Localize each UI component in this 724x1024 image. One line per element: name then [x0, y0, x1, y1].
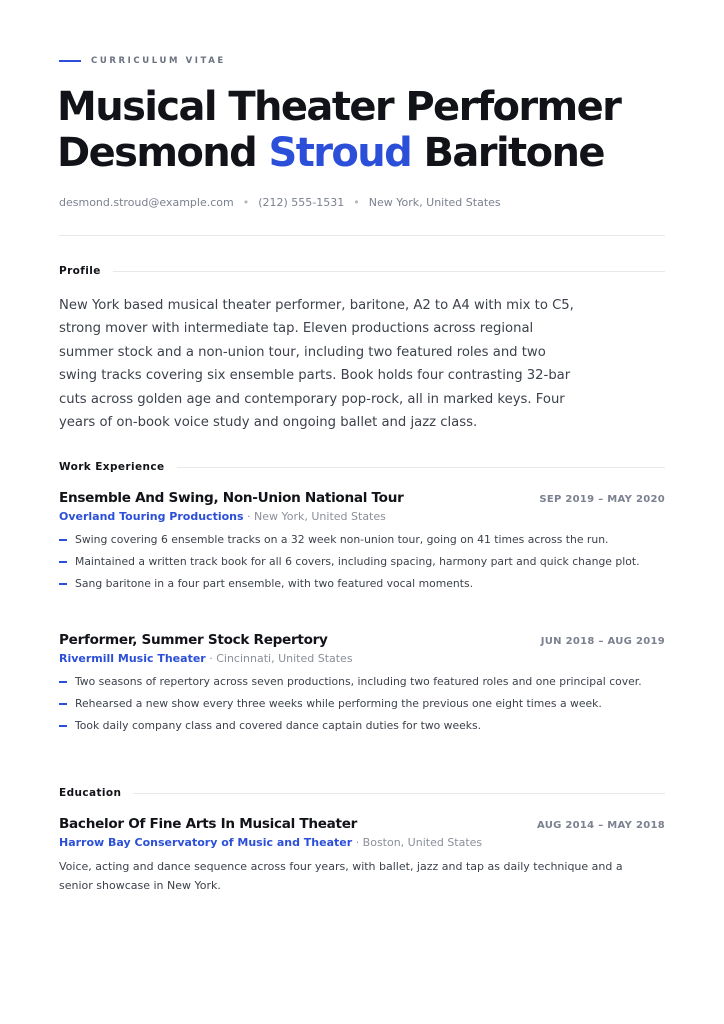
list-item: Maintained a written track book for all 6 covers, including spacing, harmony part and quick change plot.: [59, 553, 655, 571]
section-divider: [113, 271, 665, 272]
list-item: Two seasons of repertory across seven productions, including two featured roles and one principal cover.: [59, 673, 655, 691]
title-line-1: Musical Theater Performer: [57, 84, 621, 130]
job-title: Performer, Summer Stock Repertory: [59, 632, 328, 648]
contact-separator: •: [242, 196, 250, 209]
job-bullets: [59, 673, 665, 735]
education-description: Voice, acting and dance sequence across four years, with ballet, jazz and tap as daily technique and a senior showcase in New York.: [59, 860, 623, 892]
work-entry: [59, 490, 665, 597]
dash-icon: [59, 681, 67, 683]
employer-location: · New York, United States: [243, 510, 386, 523]
eyebrow-label: CURRICULUM VITAE: [91, 56, 226, 66]
degree-title: Bachelor Of Fine Arts In Musical Theater: [59, 816, 358, 832]
dash-icon: [59, 561, 67, 563]
section-profile: [59, 265, 665, 277]
section-work-experience: [59, 461, 665, 473]
job-dates: SEP 2019 – MAY 2020: [539, 494, 665, 505]
employer-name: Rivermill Music Theater: [59, 652, 206, 665]
title-last-word: Baritone: [423, 130, 604, 176]
institution-location: · Boston, United States: [352, 836, 483, 849]
contact-info: [59, 196, 501, 209]
education-institution: [59, 836, 665, 849]
contact-separator: •: [353, 196, 360, 209]
institution-name: Harrow Bay Conservatory of Music and Theater: [59, 836, 353, 849]
contact-location: New York, United States: [368, 196, 501, 209]
page-title: [57, 84, 620, 176]
contact-phone[interactable]: (212) 555-1531: [258, 196, 345, 209]
education-entry: [59, 816, 665, 895]
job-bullets: [59, 531, 665, 593]
section-title: Education: [59, 787, 122, 799]
dash-icon: [59, 583, 67, 585]
section-title: Work Experience: [59, 461, 165, 473]
list-item: Rehearsed a new show every three weeks while performing the previous one eight times a week.: [59, 695, 655, 713]
title-first-name: Desmond: [57, 130, 257, 176]
section-education: [59, 787, 665, 799]
dash-icon: [59, 539, 67, 541]
education-dates: AUG 2014 – MAY 2018: [536, 820, 665, 831]
section-divider: [133, 793, 665, 794]
eyebrow: [59, 56, 226, 66]
eyebrow-accent-line: [59, 60, 81, 62]
section-title: Profile: [59, 265, 101, 277]
job-dates: JUN 2018 – AUG 2019: [540, 636, 665, 647]
job-organization: [59, 652, 665, 665]
employer-location: · Cincinnati, United States: [205, 652, 353, 665]
work-entry: [59, 632, 665, 739]
job-title: Ensemble And Swing, Non-Union National Tour: [59, 490, 404, 506]
contact-email[interactable]: desmond.stroud@example.com: [59, 196, 234, 209]
list-item: Sang baritone in a four part ensemble, with two featured vocal moments.: [59, 575, 655, 593]
header-divider: [59, 235, 665, 236]
dash-icon: [59, 703, 67, 705]
list-item: Took daily company class and covered dance captain duties for two weeks.: [59, 717, 655, 735]
profile-summary: New York based musical theater performer, baritone, A2 to A4 with mix to C5, strong mover with intermediate tap. Eleven productions across regional summer stock and a non-union tour, including two featured roles and two swing tracks covering six ensemble parts. Book holds four contrasting 32-bar cuts across golden age and contemporary pop-rock, all in marked keys. Four years of on-book voice study and ongoing ballet and jazz class.: [59, 298, 574, 431]
job-organization: [59, 510, 665, 523]
section-divider: [177, 467, 665, 468]
dash-icon: [59, 725, 67, 727]
employer-name: Overland Touring Productions: [59, 510, 244, 523]
title-accent-name: Stroud: [268, 130, 412, 176]
list-item: Swing covering 6 ensemble tracks on a 32 week non-union tour, going on 41 times across the run.: [59, 531, 655, 549]
